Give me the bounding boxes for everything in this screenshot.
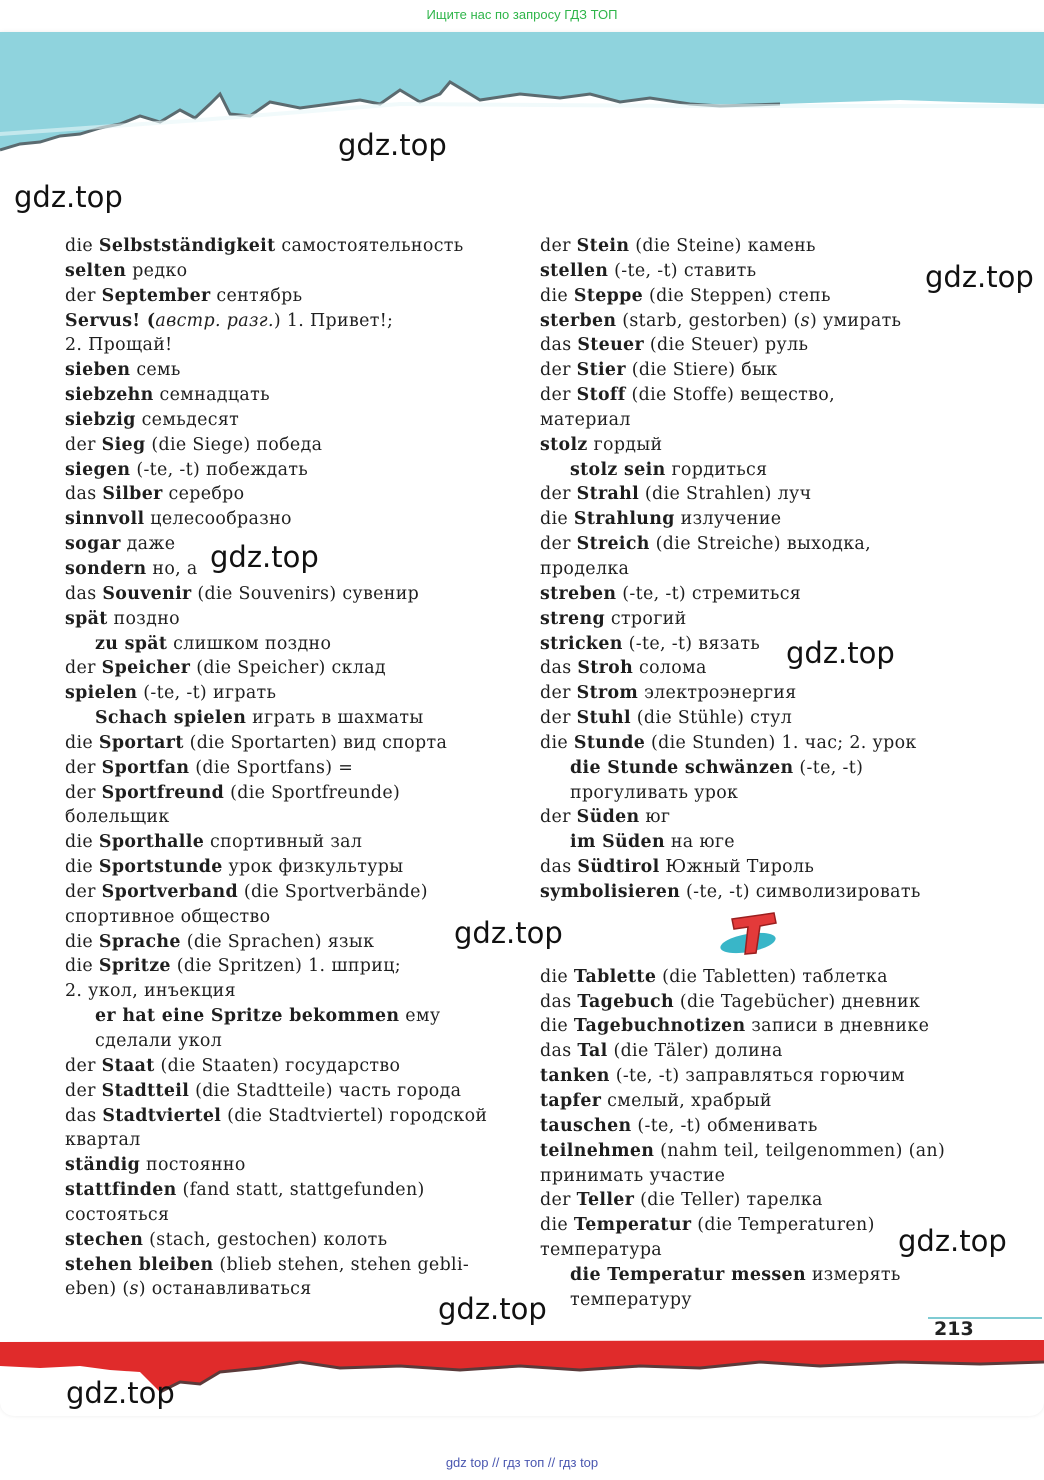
translation: редко [126, 260, 188, 281]
headword: Sportverband [101, 881, 238, 902]
headword: selten [65, 260, 127, 281]
translation: (starb, gestorben) ( [616, 310, 801, 331]
dictionary-entry-line [540, 1139, 1000, 1164]
left-column [65, 234, 515, 1302]
headword: Stadtteil [101, 1080, 190, 1101]
headword: stattfinden [65, 1180, 177, 1201]
headword: siegen [65, 459, 131, 480]
dictionary-entry-line [540, 532, 1000, 557]
translation: сделали укол [95, 1031, 223, 1051]
headword: streben [540, 583, 617, 604]
headword: streng [540, 608, 605, 629]
dictionary-entry-line [65, 358, 515, 383]
dictionary-entry-line [65, 1054, 515, 1079]
article: das [65, 583, 103, 604]
translation: (-te, -t) играть [137, 683, 277, 704]
headword: er hat eine Spritze bekommen [95, 1006, 400, 1027]
grammar-note: австр. разг. [155, 310, 274, 331]
translation: (-te, -t) стремиться [616, 583, 802, 604]
headword: Sportstunde [98, 857, 223, 878]
headword: tapfer [540, 1091, 602, 1111]
translation: постоянно [140, 1155, 246, 1176]
translation: квартал [65, 1130, 141, 1151]
right-column [540, 234, 1000, 1313]
translation: (die Steine) камень [629, 236, 816, 256]
article: der [540, 807, 577, 828]
headword: siebzehn [65, 385, 154, 406]
translation: (-te, -t) побеждать [130, 459, 309, 480]
dictionary-entry-line [540, 706, 1000, 731]
translation: (die Stadtteile) часть города [189, 1080, 462, 1101]
translation: гордый [587, 434, 663, 455]
headword: sondern [65, 558, 147, 579]
headword: Sportfreund [101, 782, 225, 803]
dictionary-entry-line [540, 1089, 1000, 1114]
headword: Tagebuch [577, 991, 674, 1012]
translation: играть в шахматы [246, 708, 424, 729]
dictionary-entry-line [540, 408, 1000, 433]
headword: sieben [65, 360, 131, 381]
article: die [540, 1215, 574, 1236]
dictionary-entry-line [65, 1228, 515, 1253]
headword: ständig [65, 1155, 141, 1176]
dictionary-entry-line [65, 333, 515, 358]
translation: ) умирать [809, 310, 902, 331]
article: der [65, 285, 102, 306]
article: das [540, 991, 578, 1012]
translation: (-te, -t) заправляться горючим [609, 1066, 905, 1087]
translation: (die Stoffe) вещество, [625, 385, 835, 406]
translation: (-te, -t) символизировать [680, 881, 921, 902]
dictionary-entry-line [540, 632, 1000, 657]
dictionary-entry-line [540, 830, 1000, 855]
article: der [65, 434, 102, 455]
watermark: gdz.top [210, 540, 319, 574]
translation: поздно [107, 608, 180, 629]
translation: излучение [674, 509, 782, 530]
dictionary-entry-line [65, 954, 515, 979]
article: der [540, 236, 577, 256]
dictionary-entry-line [65, 1029, 515, 1054]
dictionary-entry-line [65, 259, 515, 284]
article: die [65, 236, 99, 256]
bottom-banner[interactable]: gdz top // гдз топ // гдз top [445, 1455, 599, 1470]
article: das [540, 658, 578, 679]
headword: Tagebuchnotizen [573, 1016, 746, 1037]
article: die [540, 732, 574, 753]
article: das [65, 484, 103, 505]
article: der [65, 757, 102, 778]
dictionary-entry-line [65, 1104, 515, 1129]
watermark: gdz.top [438, 1292, 547, 1326]
headword: im Süden [570, 832, 665, 853]
article: der [540, 534, 577, 555]
translation: (stach, gestochen) колоть [143, 1229, 388, 1250]
headword: Südtirol [577, 857, 660, 878]
translation: принимать участие [540, 1165, 726, 1186]
dictionary-entry-line [65, 656, 515, 681]
article: das [65, 1105, 103, 1126]
article: die [65, 956, 99, 977]
article: die [65, 931, 99, 952]
article: die [540, 1016, 574, 1037]
translation: (die Strahlen) луч [639, 484, 812, 505]
headword: Stunde [573, 732, 646, 753]
headword: stolz [540, 434, 588, 455]
translation: прогуливать урок [570, 782, 739, 803]
translation: 2. Прощай! [65, 335, 173, 356]
headword: stellen [540, 260, 609, 281]
headword: Sportart [98, 732, 184, 753]
dictionary-entry-line [540, 333, 1000, 358]
article: das [540, 335, 578, 356]
translation: (die Sprachen) язык [180, 931, 375, 952]
header-decoration [0, 32, 1044, 172]
dictionary-entry-line [540, 965, 1000, 990]
translation: (fand statt, stattgefunden) [176, 1180, 425, 1201]
dictionary-entry-line [65, 383, 515, 408]
headword: Tal [577, 1041, 608, 1062]
grammar-note: s [129, 1279, 139, 1300]
translation: (die Stiere) бык [625, 360, 778, 381]
headword: Stier [576, 360, 626, 381]
dictionary-entry-line [65, 1128, 515, 1153]
dictionary-entry-line [540, 781, 1000, 806]
dictionary-entry-line [540, 1114, 1000, 1139]
translation: сентябрь [210, 285, 303, 306]
translation: ) 1. Привет!; [273, 310, 394, 331]
dictionary-entry-line [540, 1288, 1000, 1313]
headword: stricken [540, 633, 623, 654]
translation: ) останавливаться [138, 1279, 312, 1300]
headword: stolz sein [570, 459, 666, 480]
translation: температуру [570, 1289, 692, 1310]
article: der [540, 683, 577, 704]
translation: (die Steuer) руль [644, 335, 809, 356]
dictionary-entry-line [540, 309, 1000, 334]
watermark: gdz.top [14, 180, 123, 214]
entries-t [540, 965, 1000, 1313]
article: die [65, 732, 99, 753]
translation: (die Sportfreunde) [224, 782, 401, 803]
headword: sinnvoll [65, 509, 145, 530]
dictionary-entry-line [65, 880, 515, 905]
dictionary-entry-line [540, 1164, 1000, 1189]
translation: (die Stadtviertel) городской [221, 1105, 488, 1126]
dictionary-entry-line [65, 830, 515, 855]
dictionary-entry-line [540, 681, 1000, 706]
dictionary-entry-line [540, 1064, 1000, 1089]
translation: юг [639, 807, 671, 828]
translation: измерять [805, 1264, 901, 1285]
translation: (-te, -t) ставить [608, 260, 757, 281]
dictionary-entry-line [65, 1153, 515, 1178]
article: der [65, 1055, 102, 1076]
headword: sogar [65, 534, 121, 555]
translation: целесообразно [144, 509, 292, 530]
headword: Speicher [101, 658, 191, 679]
dictionary-entry-line [65, 458, 515, 483]
article: die [540, 509, 574, 530]
translation: материал [540, 409, 631, 430]
dictionary-entry-line [65, 582, 515, 607]
page-number: 213 [934, 1318, 974, 1340]
entries-s [540, 234, 1000, 905]
watermark: gdz.top [66, 1376, 175, 1410]
headword: Strahlung [573, 509, 675, 530]
watermark: gdz.top [454, 916, 563, 950]
translation: (die Täler) долина [607, 1041, 783, 1062]
article: das [540, 857, 578, 878]
translation: слишком поздно [167, 633, 332, 654]
headword: Sporthalle [98, 832, 205, 853]
article: die [540, 285, 574, 306]
translation: (die Speicher) склад [190, 658, 386, 679]
dictionary-entry-line [540, 1188, 1000, 1213]
translation: урок физкультуры [222, 857, 404, 878]
translation: записи в дневнике [745, 1016, 930, 1037]
dictionary-entry-line [65, 309, 515, 334]
translation: (die Souvenirs) сувенир [191, 583, 420, 604]
translation: серебро [162, 484, 245, 505]
dictionary-entry-line [540, 880, 1000, 905]
translation: семь [130, 360, 181, 381]
headword: Stroh [577, 658, 634, 679]
translation: (die Temperaturen) [691, 1215, 875, 1236]
headword: Tablette [573, 966, 657, 987]
dictionary-entry-line [540, 482, 1000, 507]
translation: (-te, -t) [793, 757, 864, 778]
translation: (die Stunden) 1. час; 2. урок [645, 732, 917, 753]
headword: tanken [540, 1066, 610, 1087]
headword: Schach spielen [95, 708, 247, 729]
dictionary-entry-line [65, 1253, 515, 1278]
translation: 2. укол, инъекция [65, 981, 236, 1002]
translation: температура [540, 1240, 663, 1261]
dictionary-entry-line [540, 507, 1000, 532]
headword: Strom [576, 683, 639, 704]
headword: teilnehmen [540, 1140, 655, 1161]
dictionary-entry-line [540, 234, 1000, 259]
translation: самостоятельность [275, 236, 464, 256]
headword: Stoff [576, 385, 626, 406]
headword: Sieg [101, 434, 146, 455]
dictionary-entry-line [65, 433, 515, 458]
dictionary-entry-line [65, 681, 515, 706]
dictionary-entry-line [540, 1039, 1000, 1064]
top-banner[interactable]: Ищите нас по запросу ГДЗ ТОП [426, 7, 618, 22]
translation: (die Tagebücher) дневник [673, 991, 921, 1012]
headword: Temperatur [573, 1215, 692, 1236]
section-t-header [540, 905, 1000, 965]
article: der [540, 1190, 577, 1211]
headword: Stein [576, 236, 630, 256]
dictionary-entry-line [540, 1014, 1000, 1039]
article: der [540, 385, 577, 406]
translation: даже [120, 534, 176, 555]
headword: stehen bleiben [65, 1254, 214, 1275]
translation: Южный Тироль [659, 857, 815, 878]
translation: (die Sportarten) вид спорта [183, 732, 448, 753]
headword: Silber [102, 484, 163, 505]
dictionary-entry-line [65, 284, 515, 309]
translation: (die Siege) победа [145, 434, 323, 455]
translation: электроэнергия [638, 683, 797, 704]
article: der [540, 360, 577, 381]
headword: Süden [576, 807, 640, 828]
translation: семьдесят [135, 409, 240, 430]
translation: (die Steppen) степь [643, 285, 831, 306]
headword: zu spät [95, 633, 168, 654]
headword: siebzig [65, 409, 136, 430]
dictionary-entry-line [540, 731, 1000, 756]
watermark: gdz.top [786, 636, 895, 670]
article: der [65, 881, 102, 902]
dictionary-entry-line [65, 855, 515, 880]
translation: проделка [540, 558, 630, 579]
dictionary-entry-line [540, 990, 1000, 1015]
headword: die Stunde schwänzen [570, 757, 794, 778]
translation: смелый, храбрый [601, 1091, 772, 1111]
headword: September [101, 285, 211, 306]
translation: (die Sportfans) = [189, 757, 354, 778]
watermark: gdz.top [925, 260, 1034, 294]
dictionary-entry-line [65, 1004, 515, 1029]
dictionary-entry-line [540, 855, 1000, 880]
headword: Servus! ( [65, 310, 156, 331]
translation: (die Streiche) выходка, [649, 534, 872, 555]
headword: Selbstständigkeit [98, 236, 276, 256]
translation: состояться [65, 1204, 170, 1225]
headword: symbolisieren [540, 881, 681, 902]
translation: (-te, -t) вязать [622, 633, 761, 654]
dictionary-entry-line [65, 1203, 515, 1228]
translation: семнадцать [153, 385, 270, 406]
dictionary-entry-line [65, 756, 515, 781]
grammar-note: s [800, 310, 810, 331]
headword: Stuhl [576, 708, 631, 729]
headword: spät [65, 608, 108, 629]
translation: (blieb stehen, stehen gebli- [213, 1254, 470, 1275]
headword: Sportfan [101, 757, 190, 778]
dictionary-entry-line [540, 805, 1000, 830]
dictionary-entry-line [65, 607, 515, 632]
dictionary-entry-line [540, 607, 1000, 632]
headword: stechen [65, 1229, 144, 1250]
dictionary-entry-line [65, 234, 515, 259]
dictionary-entry-line [65, 1178, 515, 1203]
headword: Sprache [98, 931, 181, 952]
dictionary-entry-line [540, 433, 1000, 458]
letter-t-logo [718, 909, 784, 957]
headword: sterben [540, 310, 617, 331]
dictionary-entry-line [65, 482, 515, 507]
dictionary-entry-line [540, 557, 1000, 582]
article: das [540, 1041, 578, 1062]
headword: spielen [65, 683, 138, 704]
headword: Steuer [577, 335, 644, 356]
dictionary-entry-line [65, 1079, 515, 1104]
article: die [65, 857, 99, 878]
dictionary-entry-line [540, 756, 1000, 781]
translation: (die Stühle) стул [630, 708, 793, 729]
dictionary-entry-line [65, 731, 515, 756]
watermark: gdz.top [338, 128, 447, 162]
article: der [540, 484, 577, 505]
translation: (die Spritzen) 1. шприц; [170, 956, 401, 977]
article: der [540, 708, 577, 729]
translation: спортивный зал [204, 832, 363, 853]
dictionary-entry-line [540, 383, 1000, 408]
dictionary-entry-line [540, 458, 1000, 483]
watermark: gdz.top [898, 1224, 1007, 1258]
translation: спортивное общество [65, 906, 271, 927]
translation: ему [399, 1006, 441, 1027]
translation: на юге [664, 832, 735, 853]
dictionary-entry-line [65, 408, 515, 433]
translation: болельщик [65, 807, 170, 828]
headword: Steppe [573, 285, 644, 306]
translation: (die Staaten) государство [154, 1055, 401, 1076]
headword: Spritze [98, 956, 171, 977]
article: der [65, 782, 102, 803]
dictionary-entry-line [65, 805, 515, 830]
translation: (die Sportverbände) [237, 881, 428, 902]
headword: tauschen [540, 1115, 632, 1136]
translation: eben) ( [65, 1279, 130, 1300]
headword: Teller [576, 1190, 635, 1211]
dictionary-entry-line [65, 781, 515, 806]
article: der [65, 1080, 102, 1101]
dictionary-entry-line [65, 930, 515, 955]
dictionary-entry-line [65, 979, 515, 1004]
translation: но, а [146, 558, 198, 579]
dictionary-entry-line [65, 632, 515, 657]
headword: Staat [101, 1055, 155, 1076]
article: die [540, 966, 574, 987]
dictionary-entry-line [540, 1263, 1000, 1288]
translation: (die Tabletten) таблетка [656, 966, 888, 987]
translation: гордиться [665, 459, 768, 480]
dictionary-page [0, 32, 1044, 1416]
headword: Strahl [576, 484, 640, 505]
article: der [65, 658, 102, 679]
translation: (die Teller) тарелка [634, 1190, 823, 1211]
article: die [65, 832, 99, 853]
translation: солома [633, 658, 707, 679]
headword: Stadtviertel [102, 1105, 222, 1126]
dictionary-entry-line [65, 507, 515, 532]
headword: Souvenir [102, 583, 192, 604]
translation: (-te, -t) обменивать [631, 1115, 818, 1136]
dictionary-entry-line [540, 582, 1000, 607]
translation: строгий [604, 608, 687, 629]
headword: die Temperatur messen [570, 1264, 806, 1285]
dictionary-entry-line [65, 706, 515, 731]
translation: (nahm teil, teilgenommen) (an) [654, 1140, 946, 1161]
dictionary-entry-line [540, 358, 1000, 383]
dictionary-entry-line [65, 905, 515, 930]
headword: Streich [576, 534, 650, 555]
dictionary-entry-line [540, 656, 1000, 681]
